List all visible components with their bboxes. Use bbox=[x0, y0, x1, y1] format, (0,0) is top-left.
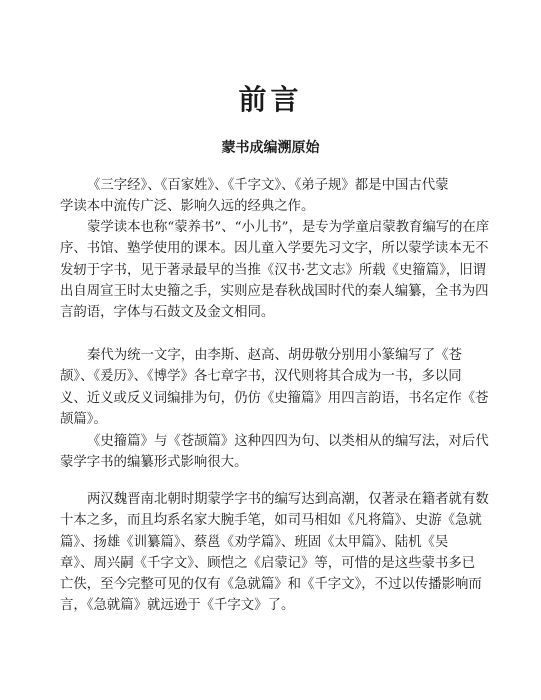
page-title: 前言 bbox=[238, 83, 303, 116]
paragraph-line: 颉篇》。 bbox=[60, 411, 107, 427]
paragraph-line: 两汉魏晋南北朝时期蒙学字书的编写达到高潮，仅著录在籍者就有数 bbox=[87, 492, 489, 507]
paragraph-line: 言韵语，字体与石鼓文及金文相同。 bbox=[60, 305, 275, 321]
paragraph-line: 篇》、扬雄《训纂篇》、蔡邕《劝学篇》、班固《太甲篇》、陆机《吴 bbox=[60, 534, 449, 550]
paragraph-line: 发轫于字书，见于著录最早的当推《汉书·艺文志》所载《史籀篇》，旧谓 bbox=[60, 262, 487, 278]
paragraph-line: 序、书馆、塾学使用的课本。因儿童入学要先习文字，所以蒙学读本无不 bbox=[60, 241, 489, 257]
paragraph-line: 十本之多，而且均系名家大腕手笔，如司马相如《凡将篇》、史游《急就 bbox=[60, 513, 482, 529]
paragraph-line: 出自周宣王时太史籀之手，实则应是春秋战国时代的秦人编纂，全书为四 bbox=[60, 283, 489, 299]
paragraph-line: 义、近义或反义词编排为句，仍仿《史籀篇》用四言韵语，书名定作《苍 bbox=[60, 390, 489, 406]
paragraph-line: 秦代为统一文字，由李斯、赵高、胡毋敬分别用小篆编写了《苍 bbox=[87, 348, 462, 363]
paragraph-1 bbox=[60, 175, 488, 218]
paragraph-3 bbox=[60, 345, 488, 430]
paragraph-4 bbox=[60, 431, 488, 474]
paragraph-5 bbox=[60, 489, 488, 617]
paragraph-line: 亡佚，至今完整可见的仅有《急就篇》和《千字文》，不过以传播影响而 bbox=[60, 577, 482, 593]
paragraph-line: 章》、周兴嗣《千字文》、顾恺之《启蒙记》等，可惜的是这些蒙书多已 bbox=[60, 555, 476, 571]
paragraph-line: 《史籀篇》与《苍颉篇》这种四四为句、以类相从的编写法，对后代 bbox=[87, 434, 489, 449]
paragraph-line: 学读本中流传广泛、影响久远的经典之作。 bbox=[60, 199, 315, 215]
paragraph-line: 《三字经》、《百家姓》、《千字文》、《弟子规》都是中国古代蒙 bbox=[87, 178, 449, 193]
section-subtitle: 蒙书成编溯原始 bbox=[221, 140, 320, 156]
paragraph-line: 蒙学读本也称“蒙养书”、“小儿书”，是专为学童启蒙教育编写的在庠 bbox=[87, 220, 490, 235]
paragraph-2 bbox=[60, 217, 488, 323]
paragraph-line: 颉》、《爰历》、《博学》各七章字书，汉代则将其合成为一书，多以同 bbox=[60, 369, 462, 385]
paragraph-line: 言，《急就篇》就远逊于《千字文》了。 bbox=[60, 598, 295, 614]
paragraph-line: 蒙学字书的编纂形式影响很大。 bbox=[60, 455, 248, 471]
